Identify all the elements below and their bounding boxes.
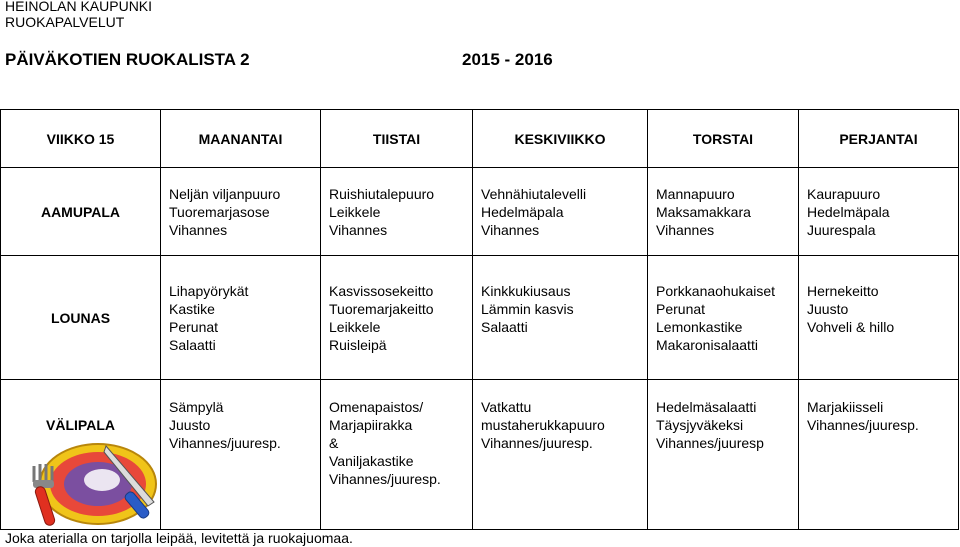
footer-note: Joka aterialla on tarjolla leipää, levitettä ja ruokajuomaa.: [5, 530, 353, 546]
menu-line: &: [329, 435, 339, 451]
menu-line: Täysjyväkeksi: [656, 417, 744, 433]
menu-line: Vihannes/juuresp: [656, 435, 764, 451]
menu-line: Vihannes: [481, 221, 540, 238]
row-lunch: [1, 256, 959, 380]
menu-line: Kastike: [169, 300, 215, 317]
plate-shine: [84, 469, 120, 491]
menu-line: Tuoremarjasose: [169, 203, 270, 220]
snack-thursday: [648, 380, 799, 530]
menu-line: Vatkattu: [481, 399, 532, 415]
menu-line: Hernekeitto: [807, 283, 879, 299]
menu-line: Marjakiisseli: [807, 399, 884, 415]
menu-line: Lämmin kasvis: [481, 301, 574, 317]
row-label-lunch: LOUNAS: [1, 256, 161, 380]
department-name: RUOKAPALVELUT: [5, 14, 125, 30]
row-label-breakfast: AAMUPALA: [1, 168, 161, 256]
breakfast-monday: [161, 168, 321, 256]
menu-line: Ruishiutalepuuro: [329, 185, 435, 202]
menu-line: Vihannes/juuresp.: [169, 435, 281, 451]
snack-monday: [161, 380, 321, 530]
menu-line: Lihapyörykät: [169, 282, 249, 299]
breakfast-friday: [799, 168, 959, 256]
season-year: 2015 - 2016: [462, 50, 553, 69]
menu-line: Kinkkukiusaus: [481, 283, 571, 299]
org-name: HEINOLAN KAUPUNKI: [5, 0, 153, 14]
menu-line: Maksamakkara: [656, 203, 751, 220]
menu-line: Vehnähiutalevelli: [481, 185, 587, 202]
menu-line: Vihannes: [169, 221, 228, 238]
menu-line: Vihannes/juuresp.: [329, 471, 441, 487]
day-wednesday: KESKIVIIKKO: [473, 110, 648, 168]
menu-line: Vihannes: [656, 221, 715, 238]
plate-clipart: [20, 432, 160, 532]
day-friday: PERJANTAI: [799, 110, 959, 168]
menu-line: Mannapuuro: [656, 185, 735, 202]
menu-line: Marjapiirakka: [329, 417, 413, 433]
day-tuesday: TIISTAI: [321, 110, 473, 168]
menu-line: mustaherukkapuuro: [481, 417, 605, 433]
menu-line: Salaatti: [481, 319, 528, 335]
lunch-thursday: [648, 256, 799, 380]
menu-line: Hedelmäsalaatti: [656, 399, 757, 415]
lunch-wednesday: [473, 256, 648, 380]
day-thursday: TORSTAI: [648, 110, 799, 168]
menu-line: Salaatti: [169, 336, 216, 353]
menu-line: Vihannes: [329, 221, 388, 238]
menu-line: Ruisleipä: [329, 336, 387, 353]
menu-line: Vihannes/juuresp.: [481, 435, 593, 451]
menu-line: Juusto: [807, 301, 849, 317]
menu-line: Tuoremarjakeitto: [329, 300, 434, 317]
breakfast-wednesday: [473, 168, 648, 256]
menu-line: Omenapaistos/: [329, 399, 424, 415]
breakfast-tuesday: [321, 168, 473, 256]
week-label: VIIKKO 15: [1, 110, 161, 168]
menu-line: Leikkele: [329, 318, 381, 335]
page-title: PÄIVÄKOTIEN RUOKALISTA 2: [5, 50, 250, 69]
menu-line: Vihannes/juuresp.: [807, 417, 919, 433]
breakfast-thursday: [648, 168, 799, 256]
menu-line: Perunat: [656, 300, 706, 317]
menu-line: Juusto: [169, 417, 211, 433]
menu-line: Kaurapuuro: [807, 185, 881, 202]
menu-line: Porkkanaohukaiset: [656, 282, 776, 299]
menu-line: Leikkele: [329, 203, 381, 220]
menu-line: Makaronisalaatti: [656, 336, 758, 353]
lunch-tuesday: [321, 256, 473, 380]
snack-wednesday: [473, 380, 648, 530]
snack-tuesday: [321, 380, 473, 530]
header-row: [1, 110, 959, 168]
lunch-monday: [161, 256, 321, 380]
menu-line: Kasvissosekeitto: [329, 282, 434, 299]
menu-line: Juurespala: [807, 221, 876, 238]
menu-line: Hedelmäpala: [807, 203, 890, 220]
menu-line: Sämpylä: [169, 399, 224, 415]
row-label-snack: VÄLIPALA: [1, 380, 161, 530]
menu-line: Hedelmäpala: [481, 203, 564, 220]
menu-line: Vaniljakastike: [329, 453, 414, 469]
menu-line: Vohveli & hillo: [807, 319, 895, 335]
snack-friday: [799, 380, 959, 530]
menu-line: Perunat: [169, 318, 219, 335]
day-monday: MAANANTAI: [161, 110, 321, 168]
menu-line: Lemonkastike: [656, 318, 743, 335]
lunch-friday: [799, 256, 959, 380]
row-breakfast: [1, 168, 959, 256]
menu-line: Neljän viljanpuuro: [169, 185, 281, 202]
